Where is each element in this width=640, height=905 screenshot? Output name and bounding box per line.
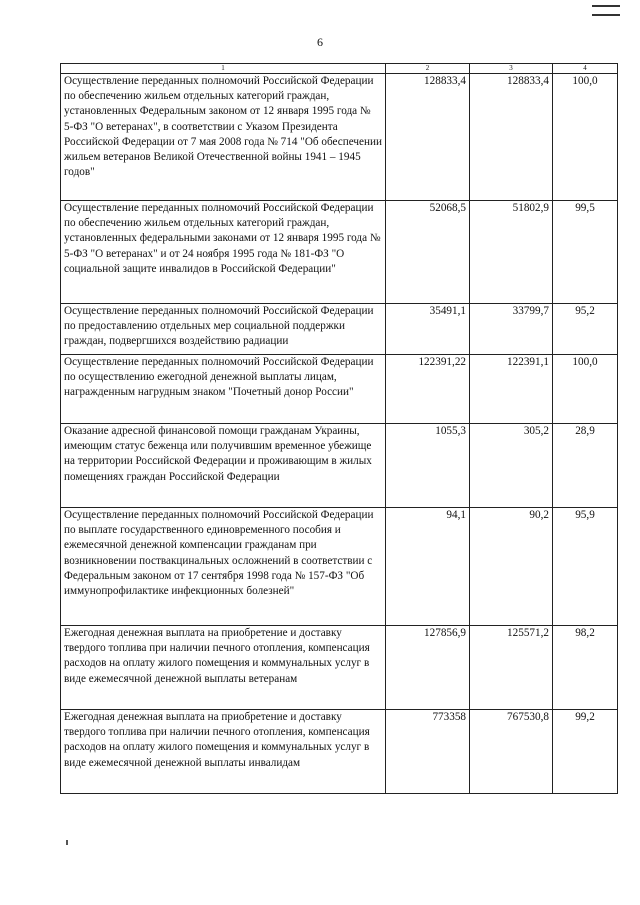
row-percent: 98,2	[553, 626, 618, 710]
row-description: Оказание адресной финансовой помощи гражданам Украины, имеющим статус беженца или получившим временное убежище на территории Российской Федерации и проживающим в жилых помещениях граждан Российской Федерации	[61, 424, 386, 508]
table-header-row	[61, 64, 618, 74]
row-percent: 100,0	[553, 74, 618, 201]
row-executed: 51802,9	[470, 201, 553, 304]
row-planned: 1055,3	[386, 424, 470, 508]
row-percent: 100,0	[553, 355, 618, 424]
row-executed: 305,2	[470, 424, 553, 508]
table-row	[61, 710, 618, 794]
row-planned: 35491,1	[386, 304, 470, 355]
page-number: 6	[317, 35, 323, 49]
row-planned: 773358	[386, 710, 470, 794]
table-row	[61, 304, 618, 355]
row-percent: 95,2	[553, 304, 618, 355]
table-row	[61, 508, 618, 626]
row-planned: 52068,5	[386, 201, 470, 304]
row-percent: 99,5	[553, 201, 618, 304]
row-description: Осуществление переданных полномочий Российской Федерации по осуществлению ежегодной денежной выплаты лицам, награжденным нагрудным знаком "Почетный донор России"	[61, 355, 386, 424]
table-row	[61, 201, 618, 304]
table-row	[61, 74, 618, 201]
row-percent: 95,9	[553, 508, 618, 626]
row-executed: 128833,4	[470, 74, 553, 201]
scan-mark	[66, 840, 68, 845]
row-percent: 28,9	[553, 424, 618, 508]
row-planned: 94,1	[386, 508, 470, 626]
row-executed: 90,2	[470, 508, 553, 626]
row-executed: 122391,1	[470, 355, 553, 424]
table-row	[61, 424, 618, 508]
budget-table	[60, 63, 618, 794]
header-col-2: 2	[386, 64, 470, 74]
row-percent: 99,2	[553, 710, 618, 794]
row-description: Осуществление переданных полномочий Российской Федерации по обеспечению жильем отдельных категорий граждан, установленных Федеральным законом от 12 января 1995 года № 5-ФЗ "О ветеранах", в соответствии с Указом Президента Российской Федерации от 7 мая 2008 года № 714 "Об обеспечении жильем ветеранов Великой Отечественной войны 1941 – 1945 годов"	[61, 74, 386, 201]
row-executed: 125571,2	[470, 626, 553, 710]
row-executed: 767530,8	[470, 710, 553, 794]
row-executed: 33799,7	[470, 304, 553, 355]
corner-mark	[592, 5, 620, 16]
table-row	[61, 626, 618, 710]
header-col-3: 3	[470, 64, 553, 74]
header-col-4: 4	[553, 64, 618, 74]
row-description: Ежегодная денежная выплата на приобретение и доставку твердого топлива при наличии печного отопления, компенсация расходов на оплату жилого помещения и коммунальных услуг в виде ежемесячной денежной выплаты инвалидам	[61, 710, 386, 794]
row-description: Осуществление переданных полномочий Российской Федерации по выплате государственного единовременного пособия и ежемесячной денежной компенсации гражданам при возникновении поствакцинальных осложнений в соответствии с Федеральным законом от 17 сентября 1998 года № 157-ФЗ "Об иммунопрофилактике инфекционных болезней"	[61, 508, 386, 626]
row-planned: 128833,4	[386, 74, 470, 201]
row-description: Осуществление переданных полномочий Российской Федерации по обеспечению жильем отдельных категорий граждан, установленных федеральными законами от 12 января 1995 года № 5-ФЗ "О ветеранах" и от 24 ноября 1995 года № 181-ФЗ "О социальной защите инвалидов в Российской Федерации"	[61, 201, 386, 304]
header-col-1: 1	[61, 64, 386, 74]
row-description: Ежегодная денежная выплата на приобретение и доставку твердого топлива при наличии печного отопления, компенсация расходов на оплату жилого помещения и коммунальных услуг в виде ежемесячной денежной выплаты ветеранам	[61, 626, 386, 710]
table-row	[61, 355, 618, 424]
row-planned: 122391,22	[386, 355, 470, 424]
row-description: Осуществление переданных полномочий Российской Федерации по предоставлению отдельных мер социальной поддержки граждан, подвергшихся воздействию радиации	[61, 304, 386, 355]
row-planned: 127856,9	[386, 626, 470, 710]
